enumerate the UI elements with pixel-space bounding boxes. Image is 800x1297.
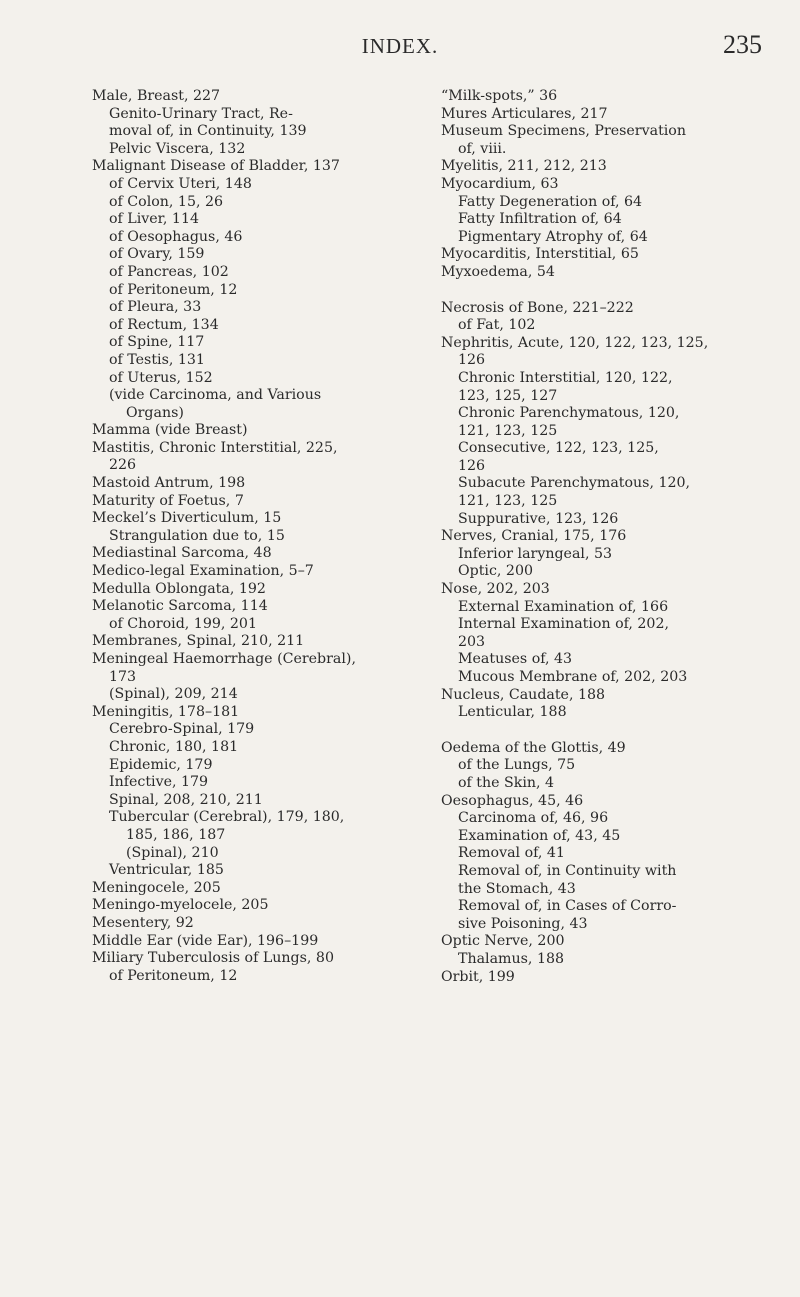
index-subentry: 185, 186, 187 (126, 826, 226, 843)
index-subentry: sive Poisoning, 43 (458, 915, 588, 932)
index-subentry: Epidemic, 179 (109, 756, 213, 773)
index-subentry: Removal of, 41 (458, 845, 565, 862)
index-subentry: Internal Examination of, 202, (458, 616, 669, 633)
index-subentry: of Oesophagus, 46 (109, 228, 243, 245)
index-entry: Meningo-myelocele, 205 (92, 897, 269, 914)
index-column-right (441, 88, 777, 986)
index-subentry: of Rectum, 134 (109, 316, 219, 333)
index-subentry: 123, 125, 127 (458, 387, 558, 404)
index-subentry: Carcinoma of, 46, 96 (458, 810, 609, 827)
index-subentry: of, viii. (458, 140, 507, 157)
index-entry: Nose, 202, 203 (441, 581, 550, 598)
index-entry: Membranes, Spinal, 210, 211 (92, 633, 305, 650)
index-entry: Oesophagus, 45, 46 (441, 792, 584, 809)
page-title: INDEX. (361, 34, 439, 58)
index-entry: Male, Breast, 227 (92, 88, 221, 104)
section-gap (441, 282, 777, 300)
index-subentry: 126 (458, 352, 486, 369)
index-entry: Optic Nerve, 200 (441, 933, 565, 950)
index-subentry: of Peritoneum, 12 (109, 967, 238, 984)
index-entry: Myelitis, 211, 212, 213 (441, 158, 607, 175)
index-subentry: of Liver, 114 (109, 211, 199, 228)
index-subentry: Subacute Parenchymatous, 120, (458, 475, 691, 492)
index-entry: Meningeal Haemorrhage (Cerebral), (92, 651, 356, 667)
index-subentry: (Spinal), 210 (126, 844, 219, 861)
index-subentry: Tubercular (Cerebral), 179, 180, (109, 809, 345, 826)
index-subentry: Mucous Membrane of, 202, 203 (458, 669, 688, 685)
index-subentry: 121, 123, 125 (458, 422, 558, 439)
index-subentry: 173 (109, 668, 137, 685)
index-subentry: of Fat, 102 (458, 317, 536, 334)
index-subentry: (Spinal), 209, 214 (109, 686, 238, 703)
index-column-left (92, 88, 392, 985)
index-subentry: Fatty Infiltration of, 64 (458, 211, 622, 228)
index-entry: Meningocele, 205 (92, 879, 221, 896)
index-subentry: of Ovary, 159 (109, 246, 205, 263)
index-subentry: Chronic Parenchymatous, 120, (458, 405, 680, 422)
index-entry: Museum Specimens, Preservation (441, 123, 686, 140)
index-subentry: moval of, in Continuity, 139 (109, 123, 307, 140)
index-entry: Nerves, Cranial, 175, 176 (441, 528, 627, 545)
index-entry: Mastoid Antrum, 198 (92, 475, 246, 492)
index-subentry: Consecutive, 122, 123, 125, (458, 440, 659, 457)
index-subentry: 126 (458, 457, 486, 474)
index-subentry: Cerebro-Spinal, 179 (109, 721, 255, 738)
index-subentry: Meatuses of, 43 (458, 651, 573, 668)
index-subentry: of Peritoneum, 12 (109, 281, 238, 298)
index-subentry: Pigmentary Atrophy of, 64 (458, 228, 648, 245)
index-subentry: Suppurative, 123, 126 (458, 510, 619, 527)
index-subentry: Ventricular, 185 (109, 862, 224, 879)
index-subentry: Organs) (126, 404, 184, 421)
index-entry: Nephritis, Acute, 120, 122, 123, 125, (441, 334, 709, 351)
index-subentry: Examination of, 43, 45 (458, 827, 621, 844)
index-entry: Mediastinal Sarcoma, 48 (92, 545, 272, 562)
index-entry: “Milk-spots,” 36 (441, 88, 558, 104)
index-entry: Oedema of the Glottis, 49 (441, 739, 626, 756)
index-subentry: of Colon, 15, 26 (109, 193, 224, 210)
index-entry: Mures Articulares, 217 (441, 105, 608, 122)
index-subentry: of Cervix Uteri, 148 (109, 175, 252, 192)
index-subentry: Thalamus, 188 (458, 950, 565, 967)
index-subentry: (vide Carcinoma, and Various (109, 387, 322, 404)
index-subentry: Strangulation due to, 15 (109, 527, 285, 544)
index-subentry: Removal of, in Cases of Corro- (458, 898, 677, 915)
index-entry: Medico-legal Examination, 5–7 (92, 563, 314, 580)
index-entry: Myocardium, 63 (441, 175, 559, 192)
index-entry: Necrosis of Bone, 221–222 (441, 299, 634, 316)
index-entry: Nucleus, Caudate, 188 (441, 686, 606, 703)
index-subentry: of Pancreas, 102 (109, 263, 229, 280)
index-subentry: Lenticular, 188 (458, 704, 567, 721)
index-subentry: Genito-Urinary Tract, Re- (109, 105, 293, 122)
index-entry: Melanotic Sarcoma, 114 (92, 598, 268, 615)
index-entry: Mastitis, Chronic Interstitial, 225, (92, 439, 338, 456)
index-subentry: Removal of, in Continuity with (458, 862, 677, 879)
index-subentry: Spinal, 208, 210, 211 (109, 791, 263, 808)
index-subentry: 203 (458, 633, 486, 650)
index-entry: Medulla Oblongata, 192 (92, 580, 266, 597)
index-subentry: Pelvic Viscera, 132 (109, 140, 246, 157)
index-entry: Malignant Disease of Bladder, 137 (92, 158, 340, 175)
index-entry: Myxoedema, 54 (441, 263, 555, 280)
index-subentry: Chronic Interstitial, 120, 122, (458, 369, 673, 386)
index-subentry: External Examination of, 166 (458, 598, 669, 615)
index-subentry: Infective, 179 (109, 774, 209, 791)
section-gap (441, 722, 777, 740)
index-subentry: 121, 123, 125 (458, 493, 558, 510)
page-header (0, 30, 800, 64)
index-subentry: of the Lungs, 75 (458, 757, 576, 774)
index-subentry: Optic, 200 (458, 563, 533, 580)
index-entry: Meckel’s Diverticulum, 15 (92, 510, 282, 527)
index-entry: Mamma (vide Breast) (92, 422, 248, 439)
index-entry: Mesentery, 92 (92, 914, 194, 931)
index-entry: Middle Ear (vide Ear), 196–199 (92, 932, 319, 949)
page-number: 235 (723, 30, 762, 59)
index-subentry: of Pleura, 33 (109, 299, 202, 316)
index-subentry: of Uterus, 152 (109, 369, 213, 386)
index-subentry: 226 (109, 457, 137, 474)
index-entry: Myocarditis, Interstitial, 65 (441, 246, 639, 263)
index-subentry: Inferior laryngeal, 53 (458, 545, 613, 562)
index-entry: Maturity of Foetus, 7 (92, 492, 244, 509)
index-subentry: of Spine, 117 (109, 334, 205, 351)
index-subentry: of Testis, 131 (109, 351, 205, 368)
index-subentry: of the Skin, 4 (458, 774, 555, 791)
index-subentry: the Stomach, 43 (458, 880, 576, 897)
index-subentry: Fatty Degeneration of, 64 (458, 193, 643, 210)
index-subentry: Chronic, 180, 181 (109, 738, 239, 755)
index-entry: Miliary Tuberculosis of Lungs, 80 (92, 950, 334, 967)
index-subentry: of Choroid, 199, 201 (109, 615, 257, 632)
index-entry: Meningitis, 178–181 (92, 703, 240, 720)
index-entry: Orbit, 199 (441, 968, 515, 985)
